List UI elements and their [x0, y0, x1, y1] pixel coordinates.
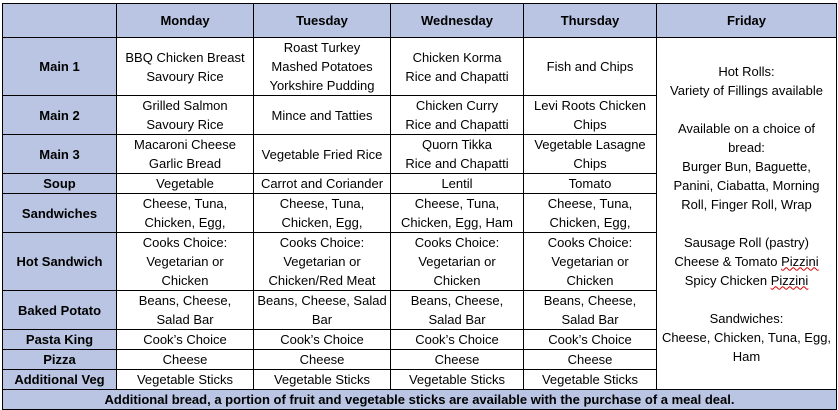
bread-intro-line: Available on a choice of: [677, 120, 816, 136]
menu-cell-line: Cheese, Tuna,: [414, 196, 500, 211]
sausage-roll-item: Sausage Roll (pastry): [684, 234, 809, 250]
header-row: [3, 4, 837, 38]
menu-cell-line: Cheese: [567, 352, 613, 367]
bread-list-line: Burger Bun, Baguette,: [682, 158, 811, 174]
menu-body: [3, 38, 837, 390]
hot-rolls-title: Hot Rolls:: [718, 63, 775, 79]
menu-cell-line: Mashed Potatoes: [271, 59, 373, 74]
menu-cell-line: Beans, Cheese,: [543, 293, 637, 308]
menu-cell-monday: [117, 194, 254, 233]
pizzini-word: Pizzini: [770, 272, 809, 288]
sandwiches-list-line: Ham: [732, 348, 761, 364]
menu-cell-line: Cooks Choice:: [279, 235, 365, 250]
menu-cell-line: Savoury Rice: [146, 117, 224, 132]
day-header-thursday: Thursday: [524, 4, 657, 38]
menu-cell-line: Chips: [573, 117, 607, 132]
menu-cell-line: Bar: [311, 312, 333, 327]
meal-deal-note: Additional bread, a portion of fruit and vegetable sticks are available with the purchase of a meal deal.: [3, 390, 837, 410]
menu-cell-thursday: [524, 330, 657, 350]
menu-cell-line: Beans, Cheese,: [138, 293, 232, 308]
menu-cell-thursday: [524, 38, 657, 96]
row-label: Pizza: [3, 350, 117, 370]
menu-cell-tuesday: [254, 174, 391, 194]
spacer: [659, 214, 834, 233]
menu-cell-line: Yorkshire Pudding: [269, 78, 375, 93]
menu-cell-line: Vegetable Sticks: [273, 372, 371, 387]
row-label: Main 3: [3, 135, 117, 174]
menu-cell-line: Cheese: [299, 352, 345, 367]
menu-cell-monday: [117, 135, 254, 174]
menu-cell-tuesday: [254, 291, 391, 330]
pizzini-item: [659, 271, 834, 290]
lunch-menu-table: [2, 3, 837, 410]
menu-cell-line: Salad Bar: [561, 312, 619, 327]
corner-cell: [3, 4, 117, 38]
menu-cell-line: Fish and Chips: [546, 59, 634, 74]
menu-cell-line: Chicken, Egg,: [144, 215, 226, 230]
bread-list-line: Roll, Finger Roll, Wrap: [681, 196, 812, 212]
menu-cell-line: Cooks Choice:: [142, 235, 228, 250]
menu-cell-line: Chicken: [433, 273, 481, 288]
menu-cell-tuesday: [254, 330, 391, 350]
sandwiches-title: Sandwiches:: [709, 310, 784, 326]
menu-cell-line: Cook’s Choice: [548, 332, 632, 347]
menu-row: [3, 38, 837, 96]
menu-cell-line: Cheese, Tuna,: [547, 196, 633, 211]
menu-cell-line: Cook’s Choice: [280, 332, 364, 347]
menu-cell-line: Vegetable Sticks: [541, 372, 639, 387]
menu-cell-line: Rice and Chapatti: [405, 117, 509, 132]
menu-cell-monday: [117, 233, 254, 291]
menu-cell-line: Cheese, Tuna,: [142, 196, 228, 211]
row-label: Soup: [3, 174, 117, 194]
menu-cell-line: Chicken Curry: [415, 98, 499, 113]
menu-cell-wednesday: [391, 38, 524, 96]
menu-cell-tuesday: [254, 135, 391, 174]
menu-cell-line: Chicken: [566, 273, 614, 288]
menu-cell-tuesday: [254, 370, 391, 390]
menu-cell-line: Vegetarian or: [283, 254, 361, 269]
menu-cell-monday: [117, 38, 254, 96]
friday-menu-cell: [657, 38, 837, 390]
pizzini-prefix: Cheese & Tomato: [674, 253, 782, 269]
menu-cell-monday: [117, 350, 254, 370]
menu-cell-line: Vegetable Sticks: [136, 372, 234, 387]
menu-cell-line: Cheese, Tuna,: [279, 196, 365, 211]
menu-cell-line: Beans, Cheese, Salad: [257, 293, 387, 308]
menu-cell-tuesday: [254, 350, 391, 370]
menu-cell-wednesday: [391, 330, 524, 350]
menu-cell-thursday: [524, 174, 657, 194]
menu-cell-line: Beans, Cheese,: [410, 293, 504, 308]
menu-cell-tuesday: [254, 233, 391, 291]
menu-cell-thursday: [524, 96, 657, 135]
menu-cell-monday: [117, 330, 254, 350]
menu-cell-line: Carrot and Coriander: [260, 176, 384, 191]
menu-cell-line: Salad Bar: [156, 312, 214, 327]
menu-cell-tuesday: [254, 38, 391, 96]
footer-row: [3, 390, 837, 410]
menu-cell-line: Cooks Choice:: [414, 235, 500, 250]
day-header-monday: Monday: [117, 4, 254, 38]
menu-cell-thursday: [524, 350, 657, 370]
menu-cell-line: Macaroni Cheese: [134, 137, 236, 152]
day-header-tuesday: Tuesday: [254, 4, 391, 38]
menu-cell-line: Chips: [573, 156, 607, 171]
menu-cell-line: Cheese: [434, 352, 480, 367]
row-label: Baked Potato: [3, 291, 117, 330]
day-header-friday: Friday: [657, 4, 837, 38]
menu-cell-line: Cooks Choice:: [547, 235, 633, 250]
menu-cell-wednesday: [391, 174, 524, 194]
row-label: Sandwiches: [3, 194, 117, 233]
menu-cell-line: Chicken, Egg, Ham: [401, 215, 513, 230]
menu-cell-line: Chicken, Egg,: [281, 215, 363, 230]
spacer: [659, 290, 834, 309]
day-header-wednesday: Wednesday: [391, 4, 524, 38]
menu-cell-line: BBQ Chicken Breast: [125, 49, 245, 65]
pizzini-prefix: Spicy Chicken: [684, 272, 771, 288]
menu-cell-line: Vegetable Fried Rice: [261, 146, 383, 162]
menu-cell-line: Vegetable Lasagne: [534, 137, 646, 152]
menu-cell-line: Tomato: [568, 176, 612, 191]
menu-cell-line: Savoury Rice: [146, 68, 224, 84]
menu-cell-monday: [117, 96, 254, 135]
menu-cell-line: Mince and Tatties: [271, 107, 373, 123]
row-label: Pasta King: [3, 330, 117, 350]
row-label: Main 2: [3, 96, 117, 135]
menu-cell-line: Chicken: [161, 273, 209, 288]
row-label: Main 1: [3, 38, 117, 96]
menu-cell-wednesday: [391, 350, 524, 370]
menu-cell-monday: [117, 291, 254, 330]
menu-cell-thursday: [524, 194, 657, 233]
row-label: Hot Sandwich: [3, 233, 117, 291]
menu-cell-line: Chicken/Red Meat: [268, 273, 376, 288]
menu-cell-line: Rice and Chapatti: [405, 68, 509, 84]
hot-rolls-desc: Variety of Fillings available: [670, 82, 823, 98]
sandwiches-list-line: Cheese, Chicken, Tuna, Egg,: [661, 329, 832, 345]
menu-cell-thursday: [524, 291, 657, 330]
menu-cell-line: Rice and Chapatti: [405, 156, 509, 171]
spacer: [659, 100, 834, 119]
menu-cell-wednesday: [391, 291, 524, 330]
menu-cell-line: Chicken, Egg,: [549, 215, 631, 230]
menu-cell-line: Chicken Korma: [412, 49, 502, 65]
bread-list-line: Panini, Ciabatta, Morning: [673, 177, 820, 193]
menu-cell-wednesday: [391, 96, 524, 135]
menu-cell-wednesday: [391, 135, 524, 174]
menu-cell-monday: [117, 370, 254, 390]
bread-intro-line: bread:: [728, 139, 765, 155]
menu-cell-wednesday: [391, 194, 524, 233]
pizzini-item: [659, 252, 834, 271]
menu-cell-line: Lentil: [441, 176, 473, 191]
menu-cell-line: Quorn Tikka: [421, 137, 493, 152]
menu-cell-line: Vegetarian or: [146, 254, 224, 269]
menu-cell-line: Vegetarian or: [418, 254, 496, 269]
menu-cell-tuesday: [254, 194, 391, 233]
menu-cell-wednesday: [391, 370, 524, 390]
menu-cell-line: Vegetable Sticks: [408, 372, 506, 387]
menu-cell-thursday: [524, 370, 657, 390]
menu-cell-tuesday: [254, 96, 391, 135]
menu-cell-thursday: [524, 233, 657, 291]
menu-cell-line: Vegetable: [156, 176, 214, 191]
menu-cell-monday: [117, 174, 254, 194]
menu-cell-line: Salad Bar: [428, 312, 486, 327]
menu-cell-line: Levi Roots Chicken: [534, 98, 646, 113]
menu-cell-wednesday: [391, 233, 524, 291]
row-label: Additional Veg: [3, 370, 117, 390]
menu-cell-line: Grilled Salmon: [142, 98, 228, 113]
pizzini-word: Pizzini: [781, 253, 819, 269]
menu-cell-line: Cook’s Choice: [143, 332, 227, 347]
menu-cell-line: Cheese: [162, 352, 208, 367]
menu-cell-line: Garlic Bread: [148, 156, 222, 171]
menu-cell-line: Roast Turkey: [283, 40, 361, 55]
menu-cell-line: Vegetarian or: [551, 254, 629, 269]
menu-cell-line: Cook’s Choice: [415, 332, 499, 347]
menu-cell-thursday: [524, 135, 657, 174]
